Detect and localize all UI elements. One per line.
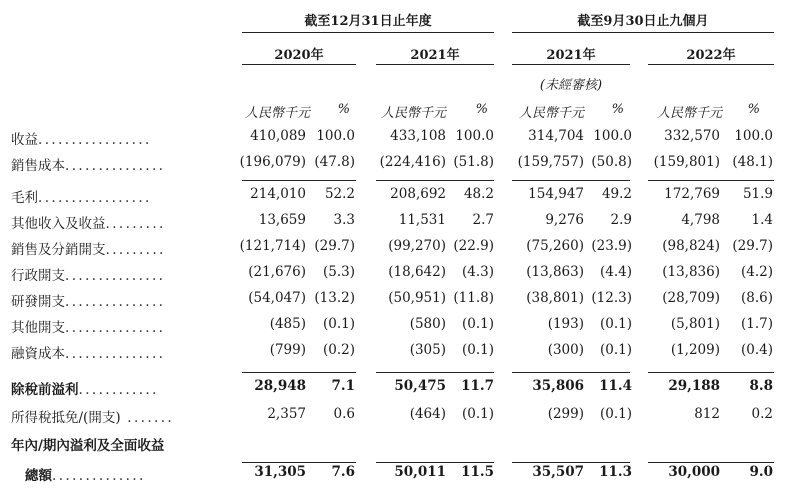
row-label [11, 154, 165, 174]
percent-cell: 11.3 [599, 464, 632, 480]
percent-cell: 7.6 [331, 464, 355, 480]
amount-cell: 50,475 [394, 378, 446, 394]
rule-above-total-3 [512, 462, 630, 463]
row-label-text: 銷售及分銷開支 [11, 242, 106, 258]
row-label-text: 總額 [25, 468, 52, 484]
percent-cell: (22.9) [453, 238, 494, 254]
percent-cell: 3.3 [333, 212, 355, 228]
percent-cell: (0.1) [461, 316, 494, 332]
row-label-text: 銷售成本 [11, 158, 65, 174]
amount-cell: (196,079) [239, 154, 306, 170]
row-label-leader-dots: ......... [105, 216, 166, 232]
unit-pct-4: % [747, 102, 760, 117]
row-label [11, 264, 165, 284]
percent-cell: (29.7) [732, 238, 773, 254]
rule-above-pbt-1 [242, 372, 356, 373]
percent-cell: (13.2) [314, 290, 355, 306]
percent-cell: 1.4 [751, 212, 773, 228]
percent-cell: 11.4 [599, 378, 632, 394]
percent-cell: (5.3) [322, 264, 355, 280]
amount-cell: (5,801) [670, 316, 720, 332]
row-label-leader-dots: ............... [65, 294, 166, 310]
year-rule-2022-nine [648, 64, 774, 65]
year-header-2020: 2020年 [274, 48, 324, 63]
row-label [11, 342, 165, 362]
amount-cell: 35,507 [532, 464, 584, 480]
row-label-text: 研發開支 [11, 294, 65, 310]
rule-above-gross-profit-3 [512, 180, 630, 181]
amount-cell: (18,642) [388, 264, 446, 280]
amount-cell: (799) [269, 342, 306, 358]
row-label [11, 406, 174, 426]
percent-cell: (0.1) [599, 406, 632, 422]
group-header-full-year: 截至12月31日止年度 [304, 14, 432, 29]
row-label-leader-dots: ............... [65, 268, 166, 284]
row-label-leader-dots: ......... [105, 242, 166, 258]
percent-cell: (4.4) [599, 264, 632, 280]
percent-cell: 52.2 [324, 186, 355, 202]
rule-above-total-2 [376, 462, 494, 463]
row-label-leader-dots: ............... [65, 346, 166, 362]
amount-cell: (299) [547, 406, 584, 422]
row-label-text: 除稅前溢利 [11, 382, 79, 398]
percent-cell: 2.7 [472, 212, 494, 228]
percent-cell: 8.8 [749, 378, 773, 394]
row-label-text: 融資成本 [11, 346, 65, 362]
rule-above-gross-profit-4 [648, 180, 774, 181]
amount-cell: 410,089 [250, 128, 306, 144]
percent-cell: (50.8) [591, 154, 632, 170]
year-rule-2021-full [376, 64, 494, 65]
amount-cell: 35,806 [532, 378, 584, 394]
percent-cell: (0.1) [461, 406, 494, 422]
row-label [11, 316, 165, 336]
year-header-2021-full: 2021年 [410, 48, 460, 63]
row-label [11, 212, 166, 232]
amount-cell: 50,011 [394, 464, 446, 480]
row-label-text: 其他收入及收益 [11, 216, 106, 232]
group-rule-full-year [242, 32, 494, 33]
percent-cell: (0.1) [461, 342, 494, 358]
year-rule-2021-nine [512, 64, 630, 65]
unit-pct-1: % [337, 102, 350, 117]
amount-cell: 13,659 [258, 212, 306, 228]
row-label-leader-dots: ....... [120, 410, 175, 426]
amount-cell: (305) [409, 342, 446, 358]
rule-above-total-1 [242, 462, 356, 463]
year-header-2021-nine: 2021年 [546, 48, 596, 63]
amount-cell: (224,416) [379, 154, 446, 170]
rule-above-gross-profit-2 [376, 180, 494, 181]
row-label [11, 186, 152, 206]
percent-cell: 49.2 [601, 186, 632, 202]
percent-cell: (29.7) [314, 238, 355, 254]
group-header-nine-months: 截至9月30日止九個月 [577, 14, 709, 29]
amount-cell: (28,709) [662, 290, 720, 306]
row-label-text: 所得稅抵免/(開支) [11, 410, 121, 426]
rule-above-pbt-2 [376, 372, 494, 373]
amount-cell: 30,000 [668, 464, 720, 480]
row-label [11, 378, 159, 398]
unit-pct-2: % [475, 102, 488, 117]
amount-cell: (13,863) [526, 264, 584, 280]
percent-cell: 2.9 [610, 212, 632, 228]
percent-cell: (12.3) [591, 290, 632, 306]
percent-cell: 51.9 [742, 186, 773, 202]
row-label-text: 收益 [11, 132, 38, 148]
year-rule-2020 [242, 64, 356, 65]
amount-cell: 9,276 [545, 212, 584, 228]
percent-cell: (23.9) [591, 238, 632, 254]
amount-cell: 28,948 [254, 378, 306, 394]
row-label-text: 毛利 [11, 190, 38, 206]
percent-cell: (48.1) [732, 154, 773, 170]
percent-cell: (0.1) [599, 316, 632, 332]
percent-cell: 100.0 [316, 128, 355, 144]
amount-cell: 214,010 [250, 186, 306, 202]
percent-cell: (4.3) [461, 264, 494, 280]
percent-cell: 9.0 [749, 464, 773, 480]
amount-cell: (121,714) [239, 238, 306, 254]
amount-cell: (75,260) [526, 238, 584, 254]
row-label-leader-dots: ................. [38, 190, 152, 206]
percent-cell: (0.2) [322, 342, 355, 358]
amount-cell: 172,769 [664, 186, 720, 202]
row-label [11, 290, 165, 310]
row-label-leader-dots: ............ [78, 382, 159, 398]
amount-cell: (13,836) [662, 264, 720, 280]
percent-cell: 48.2 [463, 186, 494, 202]
amount-cell: (159,757) [517, 154, 584, 170]
amount-cell: 208,692 [390, 186, 446, 202]
percent-cell: (0.1) [599, 342, 632, 358]
percent-cell: (1.7) [740, 316, 773, 332]
unit-rmb-3: 人民幣千元 [518, 106, 584, 121]
rule-above-total-4 [648, 462, 774, 463]
amount-cell: (50,951) [388, 290, 446, 306]
amount-cell: 4,798 [681, 212, 720, 228]
row-label-text: 其他開支 [11, 320, 65, 336]
amount-cell: (580) [409, 316, 446, 332]
row-label-leader-dots: ............... [65, 320, 166, 336]
percent-cell: (8.6) [740, 290, 773, 306]
percent-cell: (11.8) [453, 290, 494, 306]
amount-cell: (98,824) [662, 238, 720, 254]
row-label-leader-dots: ............... [65, 158, 166, 174]
amount-cell: 2,357 [267, 406, 306, 422]
row-label [25, 464, 146, 484]
percent-cell: 100.0 [593, 128, 632, 144]
row-label-leader-dots: ................. [38, 132, 152, 148]
amount-cell: 812 [694, 406, 720, 422]
row-label-leader-dots: .............. [52, 468, 146, 484]
percent-cell: 11.7 [461, 378, 494, 394]
group-rule-nine-months [512, 32, 774, 33]
amount-cell: 31,305 [254, 464, 306, 480]
amount-cell: 314,704 [528, 128, 584, 144]
percent-cell: 100.0 [455, 128, 494, 144]
amount-cell: (1,209) [670, 342, 720, 358]
amount-cell: (54,047) [248, 290, 306, 306]
percent-cell: 0.6 [333, 406, 355, 422]
row-label [11, 238, 166, 258]
unit-rmb-2: 人民幣千元 [380, 106, 446, 121]
amount-cell: (193) [547, 316, 584, 332]
year-header-2022-nine: 2022年 [686, 48, 736, 63]
rule-above-pbt-3 [512, 372, 630, 373]
amount-cell: (485) [269, 316, 306, 332]
unit-pct-3: % [611, 102, 624, 117]
amount-cell: 154,947 [528, 186, 584, 202]
amount-cell: 332,570 [664, 128, 720, 144]
percent-cell: 0.2 [751, 406, 773, 422]
rule-above-pbt-4 [648, 372, 774, 373]
amount-cell: (300) [547, 342, 584, 358]
percent-cell: 7.1 [331, 378, 355, 394]
percent-cell: (51.8) [453, 154, 494, 170]
percent-cell: (4.2) [740, 264, 773, 280]
row-label-text: 年內/期內溢利及全面收益 [11, 438, 165, 454]
unit-rmb-4: 人民幣千元 [656, 106, 722, 121]
row-label [11, 128, 152, 148]
unit-rmb-1: 人民幣千元 [244, 106, 310, 121]
percent-cell: (47.8) [314, 154, 355, 170]
rule-above-gross-profit-1 [242, 180, 356, 181]
amount-cell: (159,801) [653, 154, 720, 170]
amount-cell: 433,108 [390, 128, 446, 144]
percent-cell: (0.1) [322, 316, 355, 332]
row-label [11, 434, 164, 454]
unaudited-note: (未經審核) [539, 78, 603, 93]
amount-cell: 11,531 [398, 212, 446, 228]
amount-cell: (21,676) [248, 264, 306, 280]
amount-cell: (38,801) [526, 290, 584, 306]
amount-cell: 29,188 [668, 378, 720, 394]
amount-cell: (464) [409, 406, 446, 422]
percent-cell: 100.0 [734, 128, 773, 144]
amount-cell: (99,270) [388, 238, 446, 254]
percent-cell: (0.4) [740, 342, 773, 358]
percent-cell: 11.5 [461, 464, 494, 480]
row-label-text: 行政開支 [11, 268, 65, 284]
